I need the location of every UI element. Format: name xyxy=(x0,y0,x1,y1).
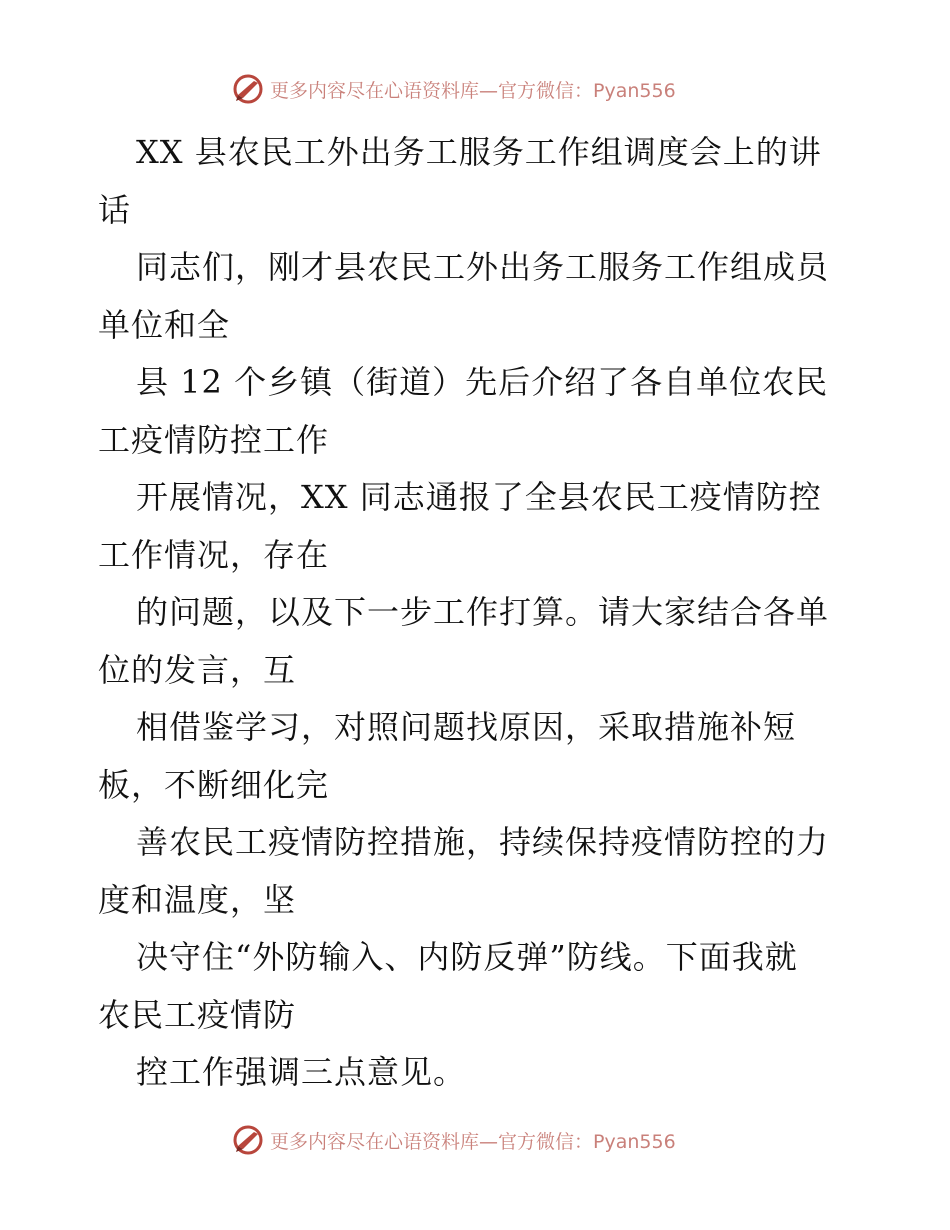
paragraph-line: 县 12 个乡镇（街道）先后介绍了各自单位农民 xyxy=(136,363,829,401)
header-watermark xyxy=(232,72,676,106)
brand-logo-icon xyxy=(232,73,264,105)
paragraph-line: 同志们，刚才县农民工外出务工服务工作组成员 xyxy=(136,248,830,286)
paragraph-line: 农民工疫情防 xyxy=(98,995,297,1034)
footer-watermark-text: 更多内容尽在心语资料库—官方微信：Pyan556 xyxy=(270,1130,676,1153)
paragraph-line: 善农民工疫情防控措施，持续保持疫情防控的力 xyxy=(136,823,830,861)
paragraph-line: 开展情况，XX 同志通报了全县农民工疫情防控 xyxy=(136,478,822,516)
paragraph-line: 板，不断细化完 xyxy=(98,765,330,804)
footer-watermark xyxy=(232,1123,676,1157)
paragraph-line: 位的发言，互 xyxy=(98,650,297,689)
document-body xyxy=(98,124,858,1102)
document-title-line: XX 县农民工外出务工服务工作组调度会上的讲 xyxy=(136,133,822,171)
paragraph-line: 决守住“外防输入、内防反弹”防线。下面我就 xyxy=(136,938,798,976)
paragraph-line: 度和温度，坚 xyxy=(98,880,297,919)
paragraph-line: 相借鉴学习，对照问题找原因，采取措施补短 xyxy=(136,708,797,746)
paragraph-line: 控工作强调三点意见。 xyxy=(136,1053,467,1091)
paragraph-line: 工作情况，存在 xyxy=(98,535,330,574)
document-title-line: 话 xyxy=(98,190,132,229)
brand-logo-icon xyxy=(232,1124,264,1156)
paragraph-line: 工疫情防控工作 xyxy=(98,420,330,459)
header-watermark-text: 更多内容尽在心语资料库—官方微信：Pyan556 xyxy=(270,79,676,102)
paragraph-line: 的问题，以及下一步工作打算。请大家结合各单 xyxy=(136,593,830,631)
paragraph-line: 单位和全 xyxy=(98,305,231,344)
